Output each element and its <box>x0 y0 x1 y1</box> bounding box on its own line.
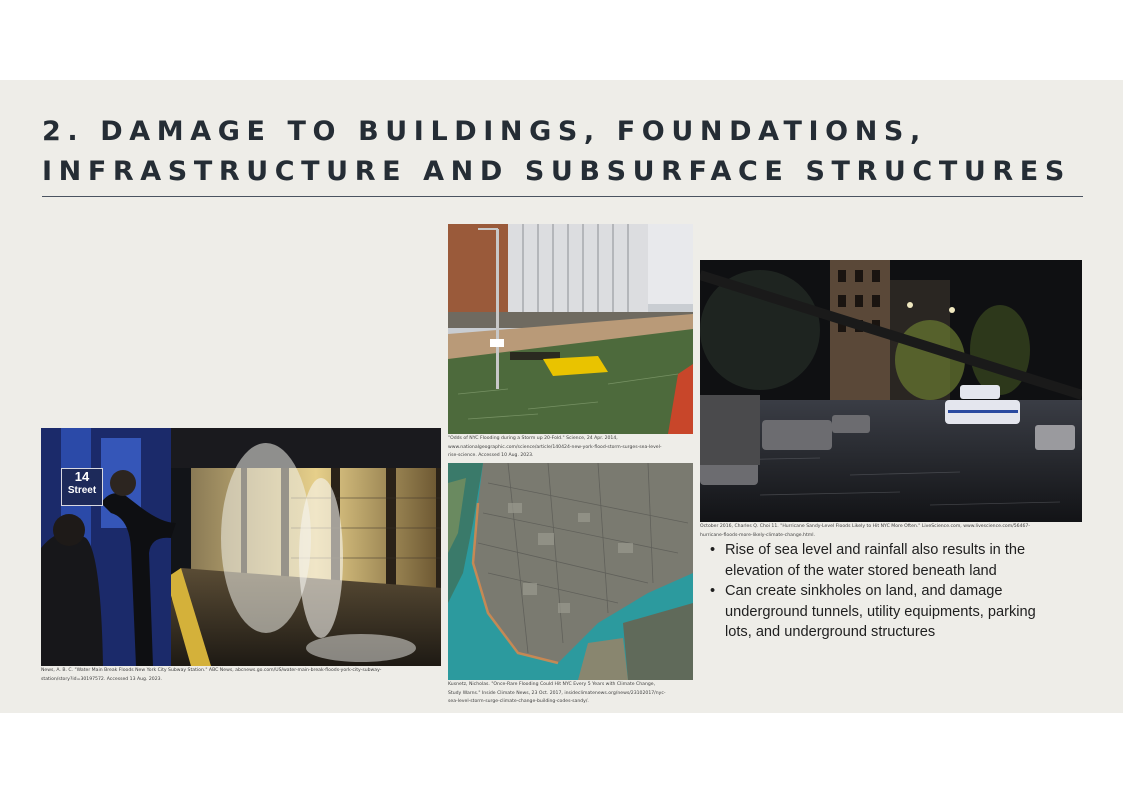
bullet-text: Can create sinkholes on land, and damage underground tunnels, utility equipments, parking lots, and underground structures <box>725 583 1036 641</box>
street-flood-caption-line2: www.nationalgeographic.com/science/article/140424-new-york-flood-storm-surges-sea-level- <box>448 444 662 450</box>
street-flood-caption-line3: rise-science. Accessed 10 Aug. 2023. <box>448 453 534 459</box>
street-flood-caption-line1: "Odds of NYC Flooding during a Storm up 20-Fold." Science, 24 Apr. 2014, <box>448 436 618 441</box>
subway-station-sign <box>61 468 103 506</box>
street-flood-caption <box>448 435 662 461</box>
bullet-sinkholes <box>707 581 1037 643</box>
bullet-marker: • <box>710 583 716 600</box>
impact-bullet-list <box>707 540 1037 643</box>
subway-caption-line2: station/story?id=30197572. Accessed 13 Aug. 2023. <box>41 676 163 682</box>
aerial-map-caption-line2: Study Warns." Inside Climate News, 23 Oct. 2017, insideclimatenews.org/news/23102017/nyc- <box>448 690 666 696</box>
aerial-map-caption <box>448 681 666 707</box>
night-flood-caption-line1: October 2016, Charles Q. Choi 11. "Hurricane Sandy-Level Floods Likely to Hit NYC More Often." LiveScience.com, www.livescience.com/56467- <box>700 524 1031 529</box>
aerial-map-caption-line3: sea-level-storm-surge-climate-change-building-codes-sandy/. <box>448 699 589 705</box>
subway-photo-caption <box>41 667 381 684</box>
night-flood-caption-line2: hurricane-floods-more-likely-climate-change.html. <box>700 532 815 538</box>
title-divider <box>42 196 1083 197</box>
night-flood-photo <box>700 260 1082 522</box>
street-flood-photo <box>448 224 693 434</box>
slide-title <box>42 112 1102 192</box>
aerial-map-caption-line1: Kusnetz, Nicholas. "Once-Rare Flooding Could Hit NYC Every 5 Years with Climate Change, <box>448 682 656 687</box>
bullet-water-elevation <box>707 540 1037 581</box>
night-flood-caption <box>700 523 1030 540</box>
slide-title-line2: INFRASTRUCTURE AND SUBSURFACE STRUCTURES <box>42 156 1071 187</box>
subway-sign-street: Street <box>67 485 97 496</box>
subway-sign-number: 14 <box>74 469 90 484</box>
bullet-marker: • <box>710 542 716 558</box>
subway-caption-line1: News, A. B. C. "Water Main Break Floods New York City Subway Station." ABC News, abcnews.go.com/US/water-main-break-floods-york-city-subway- <box>41 668 382 673</box>
aerial-flood-map <box>448 463 693 680</box>
subway-flood-photo <box>41 428 441 666</box>
slide-title-line1: 2. DAMAGE TO BUILDINGS, FOUNDATIONS, <box>42 116 927 147</box>
bullet-text: Rise of sea level and rainfall also results in the elevation of the water stored beneath land <box>725 542 1026 579</box>
